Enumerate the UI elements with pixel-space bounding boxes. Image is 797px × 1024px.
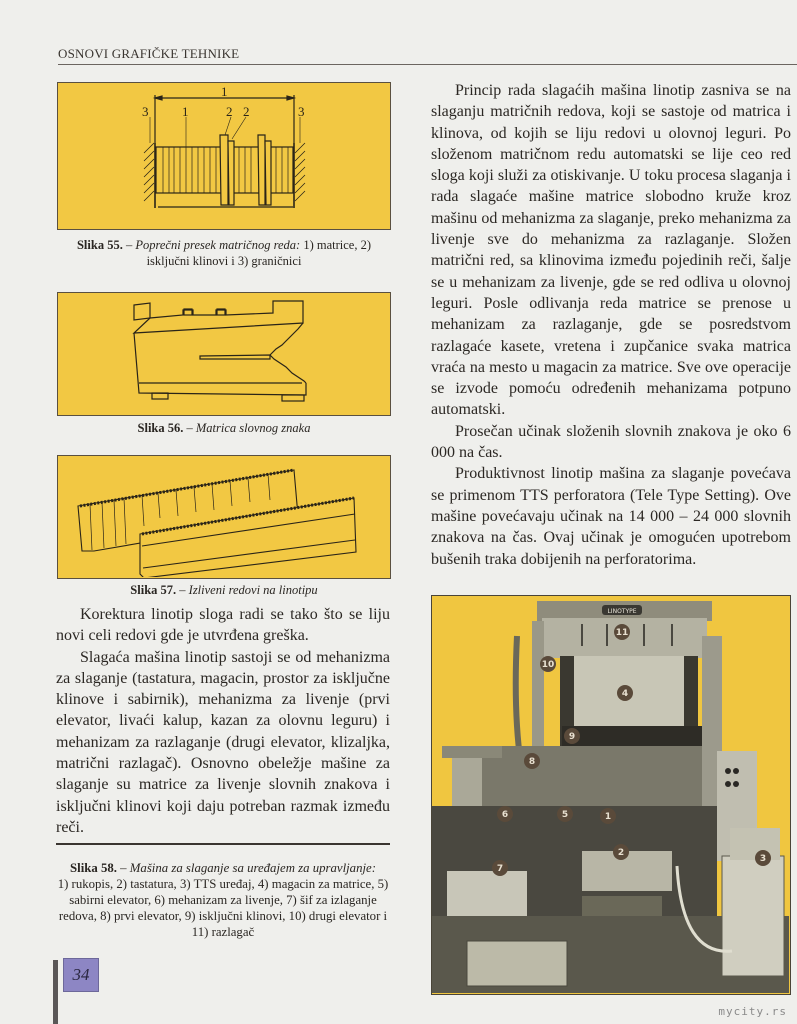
control-knob bbox=[733, 781, 739, 787]
matrix-drawing bbox=[58, 293, 389, 414]
linotype-machine-illustration bbox=[432, 596, 789, 993]
page-number: 34 bbox=[63, 958, 99, 992]
spaceband-wedge-4 bbox=[265, 141, 271, 205]
label-dimension: 1 bbox=[221, 84, 228, 99]
right-stop-hatching bbox=[295, 143, 305, 201]
figure-55-caption bbox=[57, 237, 391, 269]
marker-label: 5 bbox=[561, 810, 569, 820]
running-title: OSNOVI GRAFIČKE TEHNIKE bbox=[58, 46, 240, 61]
caption-text: 1) rukopis, 2) tastatura, 3) TTS uređaj, 4) magacin za matrice, 5) sabirni elevator, 6) mehanizam za livenje, 7) šif za izlaganje redova, 8) prvi elevator, 9) isključni klinovi, 10) drugi elevator i 11) razlagač bbox=[57, 877, 389, 939]
label-wedge-b: 2 bbox=[243, 104, 250, 119]
paragraph: Slagaća mašina linotip sastoji se od mehanizma za slaganje (tastatura, magacin, prostor za isključne klinove i sabirnik), mehanizma za livenje (prvi elevator, livaći kalup, kazan za olovnu leguru) i mehanizam za razlaganje (drugi elevator, klizaljka, matrični razlagač). Osnovno obeležje mašine za slaganje su matrice za livenje slovnih znakova i isključni klinovi koji daju potreban razmak između reči. bbox=[56, 648, 390, 836]
marker-label: 4 bbox=[621, 689, 629, 699]
caption-text: 1) matrice, 2) isključni klinovi i 3) graničnici bbox=[146, 238, 372, 268]
matrix-top-edge bbox=[134, 301, 303, 333]
figure-58-caption bbox=[56, 860, 390, 940]
control-knob bbox=[725, 781, 731, 787]
caption-dash: – bbox=[122, 238, 136, 252]
spaceband-wedge-2 bbox=[228, 141, 234, 205]
caption-title: Poprečni presek matričnog reda: bbox=[135, 238, 301, 252]
figure-57-cast-lines bbox=[57, 455, 391, 579]
control-knob bbox=[733, 768, 739, 774]
caption-title: Mašina za slaganje sa uređajem za upravljanje: bbox=[129, 861, 376, 875]
tts-cabinet bbox=[722, 856, 784, 976]
left-column-text bbox=[56, 604, 390, 838]
spaceband-wedge-1 bbox=[220, 135, 228, 205]
matrix-slot bbox=[200, 355, 270, 359]
paragraph: Princip rada slagaćih mašina linotip zasniva se na slaganju matričnih redova, koji se sastoje od matrica i klinova, od kojih se liju redovi u olovnoj leguri. Po složenom matričnom redu automatski se lije ceo red sloga koji služi za otiskivanje. U toku procesa slaganja i rada slagaće mašine matrice slobodno kruže kroz mašinu od mehanizma za slaganje, preko mehanizma za livenje sve do mehanizma za razlaganje. Složen matrični red, sa klinovima između pojedinih reči, šalje se u mehanizam za livenje, gde se red odliva u olovnoj leguri. Posle odlivanja reda matrice se prenose u mehanizam za razlaganje, gde se posredstvom razlagaće kasete, vretena i zupčanice svaka matrica vraća na mesto u magacin za matrice. Sve ove operacije se izvode pomoću određenih mehanizama potpuno automatski. bbox=[431, 82, 791, 419]
control-knob bbox=[725, 768, 731, 774]
caption-dash: – bbox=[116, 861, 130, 875]
slug-tray bbox=[467, 941, 567, 986]
linotype-plate-text: LINOTYPE bbox=[607, 608, 637, 615]
left-stop-hatching bbox=[144, 143, 154, 201]
assembler-section bbox=[482, 746, 702, 806]
matrix-foot-right bbox=[282, 395, 304, 401]
figure-55-matrix-row-cross-section bbox=[57, 82, 391, 230]
matrix-serrated-upper bbox=[270, 323, 303, 355]
running-header bbox=[58, 44, 797, 65]
label-right-stop: 3 bbox=[298, 104, 305, 119]
label-matrices: 1 bbox=[182, 104, 189, 119]
caption-label: Slika 55. bbox=[76, 238, 123, 252]
cast-slugs-drawing bbox=[58, 456, 389, 577]
spaceband-wedge-3 bbox=[258, 135, 265, 205]
marker-label: 7 bbox=[496, 864, 504, 874]
marker-label: 10 bbox=[541, 660, 555, 670]
magazine-base bbox=[562, 726, 702, 746]
marker-label: 3 bbox=[759, 854, 767, 864]
caption-dash: – bbox=[183, 421, 196, 435]
caption-title: Matrica slovnog znaka bbox=[195, 421, 311, 435]
label-left-stop: 3 bbox=[142, 104, 149, 119]
caption-label: Slika 57. bbox=[130, 583, 177, 597]
marker-label: 1 bbox=[604, 812, 612, 822]
paragraph: Prosečan učinak složenih slovnih znakova je oko 6 000 na čas. bbox=[431, 422, 791, 462]
marker-label: 2 bbox=[617, 848, 625, 858]
arrowhead-right bbox=[287, 96, 294, 100]
assembler-arm bbox=[442, 746, 502, 758]
marker-label: 11 bbox=[615, 628, 629, 638]
paragraph: Produktivnost linotip mašina za slaganje povećava se primenom TTS perforatora (Tele Type Setting). Ove mašine povećavaju učinak na 14 000 – 24 000 slovnih znakova na čas. Ovaj učinak je omogućen upotrebom bušenih traka dobijenih na perforatorima. bbox=[431, 465, 791, 568]
label-wedge-a: 2 bbox=[226, 104, 233, 119]
slug-front bbox=[140, 498, 356, 577]
paragraph: Korektura linotip sloga radi se tako što se liju novi celi redovi gde je utvrđena greška. bbox=[56, 606, 390, 645]
matrix-body-outline bbox=[134, 333, 306, 395]
tts-unit bbox=[730, 828, 780, 860]
watermark: mycity.rs bbox=[718, 1005, 787, 1018]
caption-dash: – bbox=[176, 583, 189, 597]
figure-58-linotype-machine-photo bbox=[431, 595, 791, 995]
marker-label: 9 bbox=[568, 732, 576, 742]
leader-wedge-b bbox=[232, 117, 246, 139]
marker-label: 8 bbox=[528, 757, 536, 767]
leader-wedge-a bbox=[225, 117, 231, 135]
matrix-serrated-lower bbox=[270, 355, 306, 383]
matrix-row-diagram bbox=[58, 83, 389, 228]
galley-plate bbox=[447, 871, 527, 916]
caption-title: Izliveni redovi na linotipu bbox=[188, 583, 318, 597]
figure-56-caption bbox=[57, 420, 391, 436]
matrix-top-left-ear bbox=[134, 303, 150, 320]
caption-label: Slika 58. bbox=[70, 861, 117, 875]
marker-label: 6 bbox=[501, 810, 509, 820]
figure-57-caption bbox=[57, 582, 391, 598]
arrowhead-left bbox=[155, 96, 162, 100]
right-column-text bbox=[431, 80, 791, 570]
caption-divider bbox=[56, 843, 390, 845]
page-edge-bar bbox=[53, 960, 58, 1024]
caption-label: Slika 56. bbox=[137, 421, 184, 435]
figure-56-matrix bbox=[57, 292, 391, 416]
